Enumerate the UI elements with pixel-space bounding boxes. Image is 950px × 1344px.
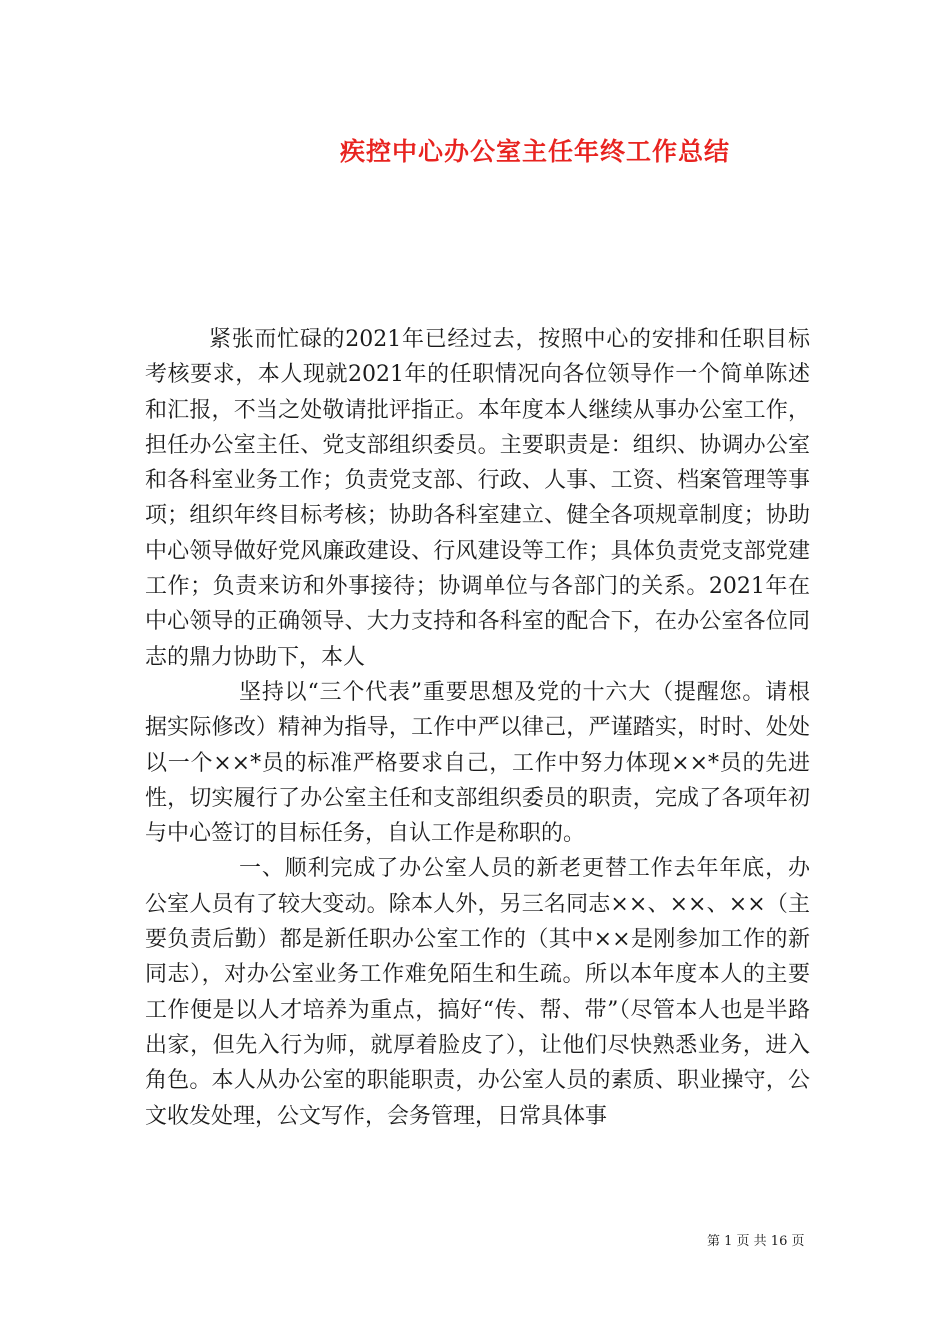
paragraph-intro: 紧张而忙碌的2021年已经过去，按照中心的安排和任职目标考核要求，本人现就2021年的任职情况向各位领导作一个简单陈述和汇报，不当之处敬请批评指正。本年度本人继续从事办公室工作，担任办公室主任、党支部组织委员。主要职责是：组织、协调办公室和各科室业务工作；负责党支部、行政、人事、工资、档案管理等事项；组织年终目标考核；协助各科室建立、健全各项规章制度；协助中心领导做好党风廉政建设、行风建设等工作；具体负责党支部党建工作；负责来访和外事接待；协调单位与各部门的关系。2021年在中心领导的正确领导、大力支持和各科室的配合下，在办公室各位同志的鼎力协助下，本人 bbox=[145, 327, 810, 670]
page-number-footer: 第 1 页 共 16 页 bbox=[707, 1234, 805, 1249]
paragraph-section-one: 一、顺利完成了办公室人员的新老更替工作去年年底，办公室人员有了较大变动。除本人外，另三名同志××、××、××（主要负责后勤）都是新任职办公室工作的（其中××是刚参加工作的新同志），对办公室业务工作难免陌生和生疏。所以本年度本人的主要工作便是以人才培养为重点，搞好“传、帮、带”（尽管本人也是半路出家，但先入行为师，就厚着脸皮了），让他们尽快熟悉业务，进入角色。本人从办公室的职能职责，办公室人员的素质、职业操守，公文收发处理，公文写作，会务管理，日常具体事 bbox=[145, 856, 810, 1129]
paragraph-guidance: 坚持以“三个代表”重要思想及党的十六大（提醒您。请根据实际修改）精神为指导，工作中严以律己，严谨踏实，时时、处处以一个××*员的标准严格要求自己，工作中努力体现××*员的先进性，切实履行了办公室主任和支部组织委员的职责，完成了各项年初与中心签订的目标任务，自认工作是称职的。 bbox=[145, 679, 810, 847]
document-body bbox=[145, 322, 810, 1134]
document-title: 疾控中心办公室主任年终工作总结 bbox=[339, 137, 730, 166]
